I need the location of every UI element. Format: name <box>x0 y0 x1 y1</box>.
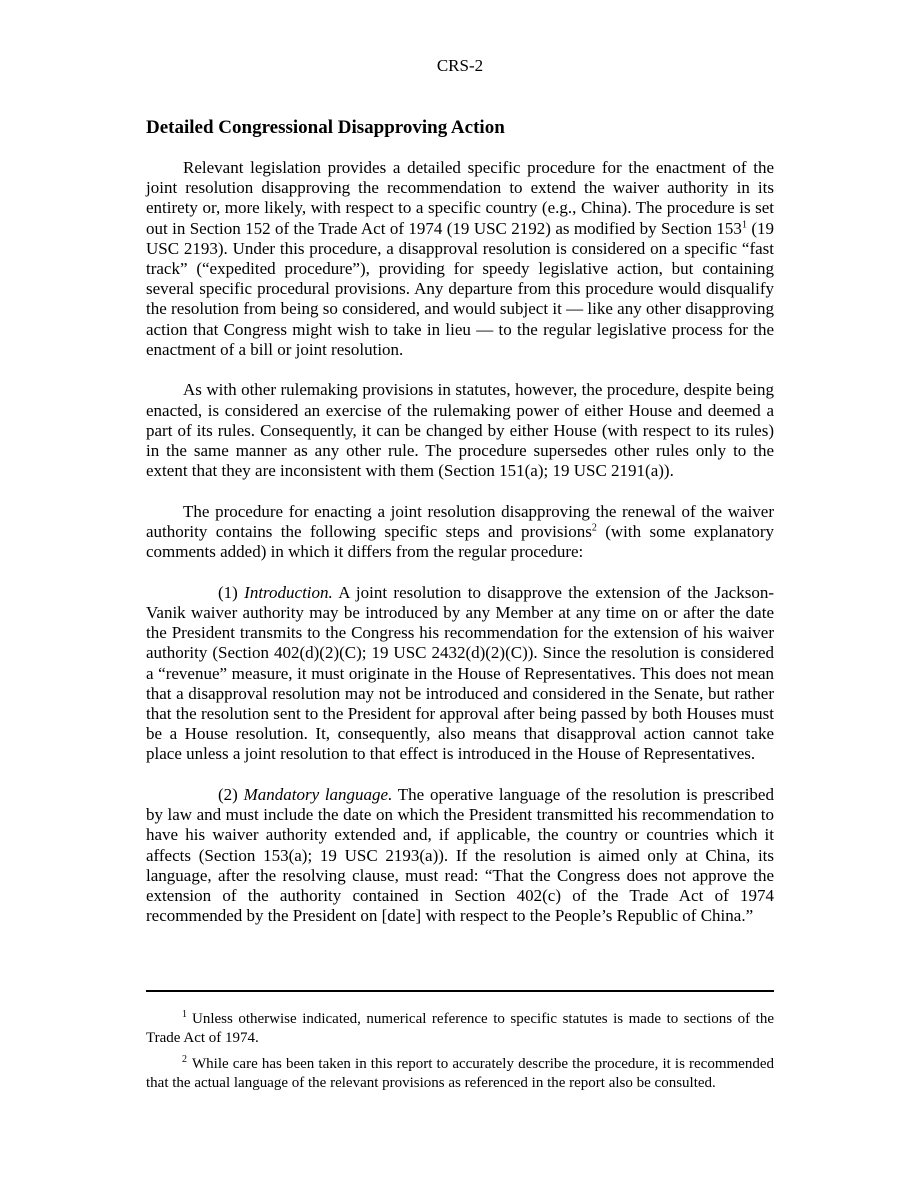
paragraph-text: The procedure for enacting a joint resolution disapproving the renewal of the waiver authority contains the following specific steps and provisions <box>146 501 774 542</box>
paragraph-text: (with some explanatory comments added) in which it differs from the regular procedure: <box>146 522 774 562</box>
item-title: Introduction. <box>244 582 333 602</box>
footnote-reference-2[interactable]: 2 <box>591 522 597 534</box>
paragraph-procedure-overview <box>146 158 774 360</box>
footnote-divider <box>146 990 774 992</box>
footnote-1 <box>146 1010 774 1047</box>
page-number-header: CRS-2 <box>436 56 484 75</box>
footnote-mark: 1 <box>182 1009 187 1020</box>
footnote-text: Unless otherwise indicated, numerical reference to specific statutes is made to sections of the Trade Act of 1974. <box>146 1011 774 1046</box>
item-number: (2) <box>218 785 244 805</box>
item-text: A joint resolution to disapprove the extension of the Jackson-Vanik waiver authority may be introduced by any Member at any time on or after the date the President transmits to the Congress his recommendation for the extension of his waiver authority (Section 402(d)(2)(C); 19 USC 2432(d)(2)(C)). Since the resolution is considered a “revenue” measure, it must originate in the House of Representatives. This does not mean that a disapproval resolution may not be introduced and considered in the Senate, but rather that the resolution sent to the President for approval after being passed by both Houses must be a House resolution. It, consequently, also means that disapproval action cannot take place unless a joint resolution to that effect is introduced in the House of Representatives. <box>146 582 774 764</box>
footnote-reference-1[interactable]: 1 <box>741 218 747 230</box>
footnote-text: While care has been taken in this report to accurately describe the procedure, it is recommended that the actual language of the relevant provisions as referenced in the report also be consulted. <box>146 1056 774 1091</box>
paragraph-text: (19 USC 2193). Under this procedure, a disapproval resolution is considered on a specific “fast track” (“expedited procedure”), providing for speedy legislative action, but containing several specific procedural provisions. Any departure from this procedure would disqualify the resolution from being so considered, and would subject it — like any other disapproving action that Congress might wish to take in lieu — to the regular legislative process for the enactment of a bill or joint resolution. <box>146 218 774 359</box>
item-number: (1) <box>218 582 245 602</box>
footnote-2 <box>146 1055 774 1092</box>
paragraph-steps-intro <box>146 502 774 563</box>
item-text: The operative language of the resolution is prescribed by law and must include the date on which the President transmitted his recommendation to have his waiver authority extended and, if applicable, the country or countries which it affects (Section 153(a); 19 USC 2193(a)). If the resolution is aimed only at China, its language, after the resolving clause, must read: “That the Congress does not approve the extension of the authority contained in Section 402(c) of the Trade Act of 1974 recommended by the President on [date] with respect to the People’s Republic of China.” <box>146 785 774 926</box>
body-text <box>146 158 774 926</box>
paragraph-rulemaking: As with other rulemaking provisions in statutes, however, the procedure, despite being enacted, is considered an exercise of the rulemaking power of either House and deemed a part of its rules. Consequently, it can be changed by either House (with respect to its rules) in the same manner as any other rule. The procedure supersedes other rules only to the extent that they are inconsistent with them (Section 151(a); 19 USC 2191(a)). <box>146 380 774 481</box>
paragraph-text: Relevant legislation provides a detailed specific procedure for the enactment of the joint resolution disapproving the recommendation to extend the waiver authority in its entirety or, more likely, with respect to a specific country (e.g., China). The procedure is set out in Section 152 of the Trade Act of 1974 (19 USC 2192) as modified by Section 153 <box>146 158 774 238</box>
list-item-introduction <box>146 583 774 765</box>
footnote-mark: 2 <box>182 1054 187 1065</box>
section-heading: Detailed Congressional Disapproving Action <box>146 117 505 138</box>
list-item-mandatory-language <box>146 785 774 926</box>
footnotes <box>146 1010 774 1100</box>
item-title: Mandatory language. <box>243 785 393 805</box>
